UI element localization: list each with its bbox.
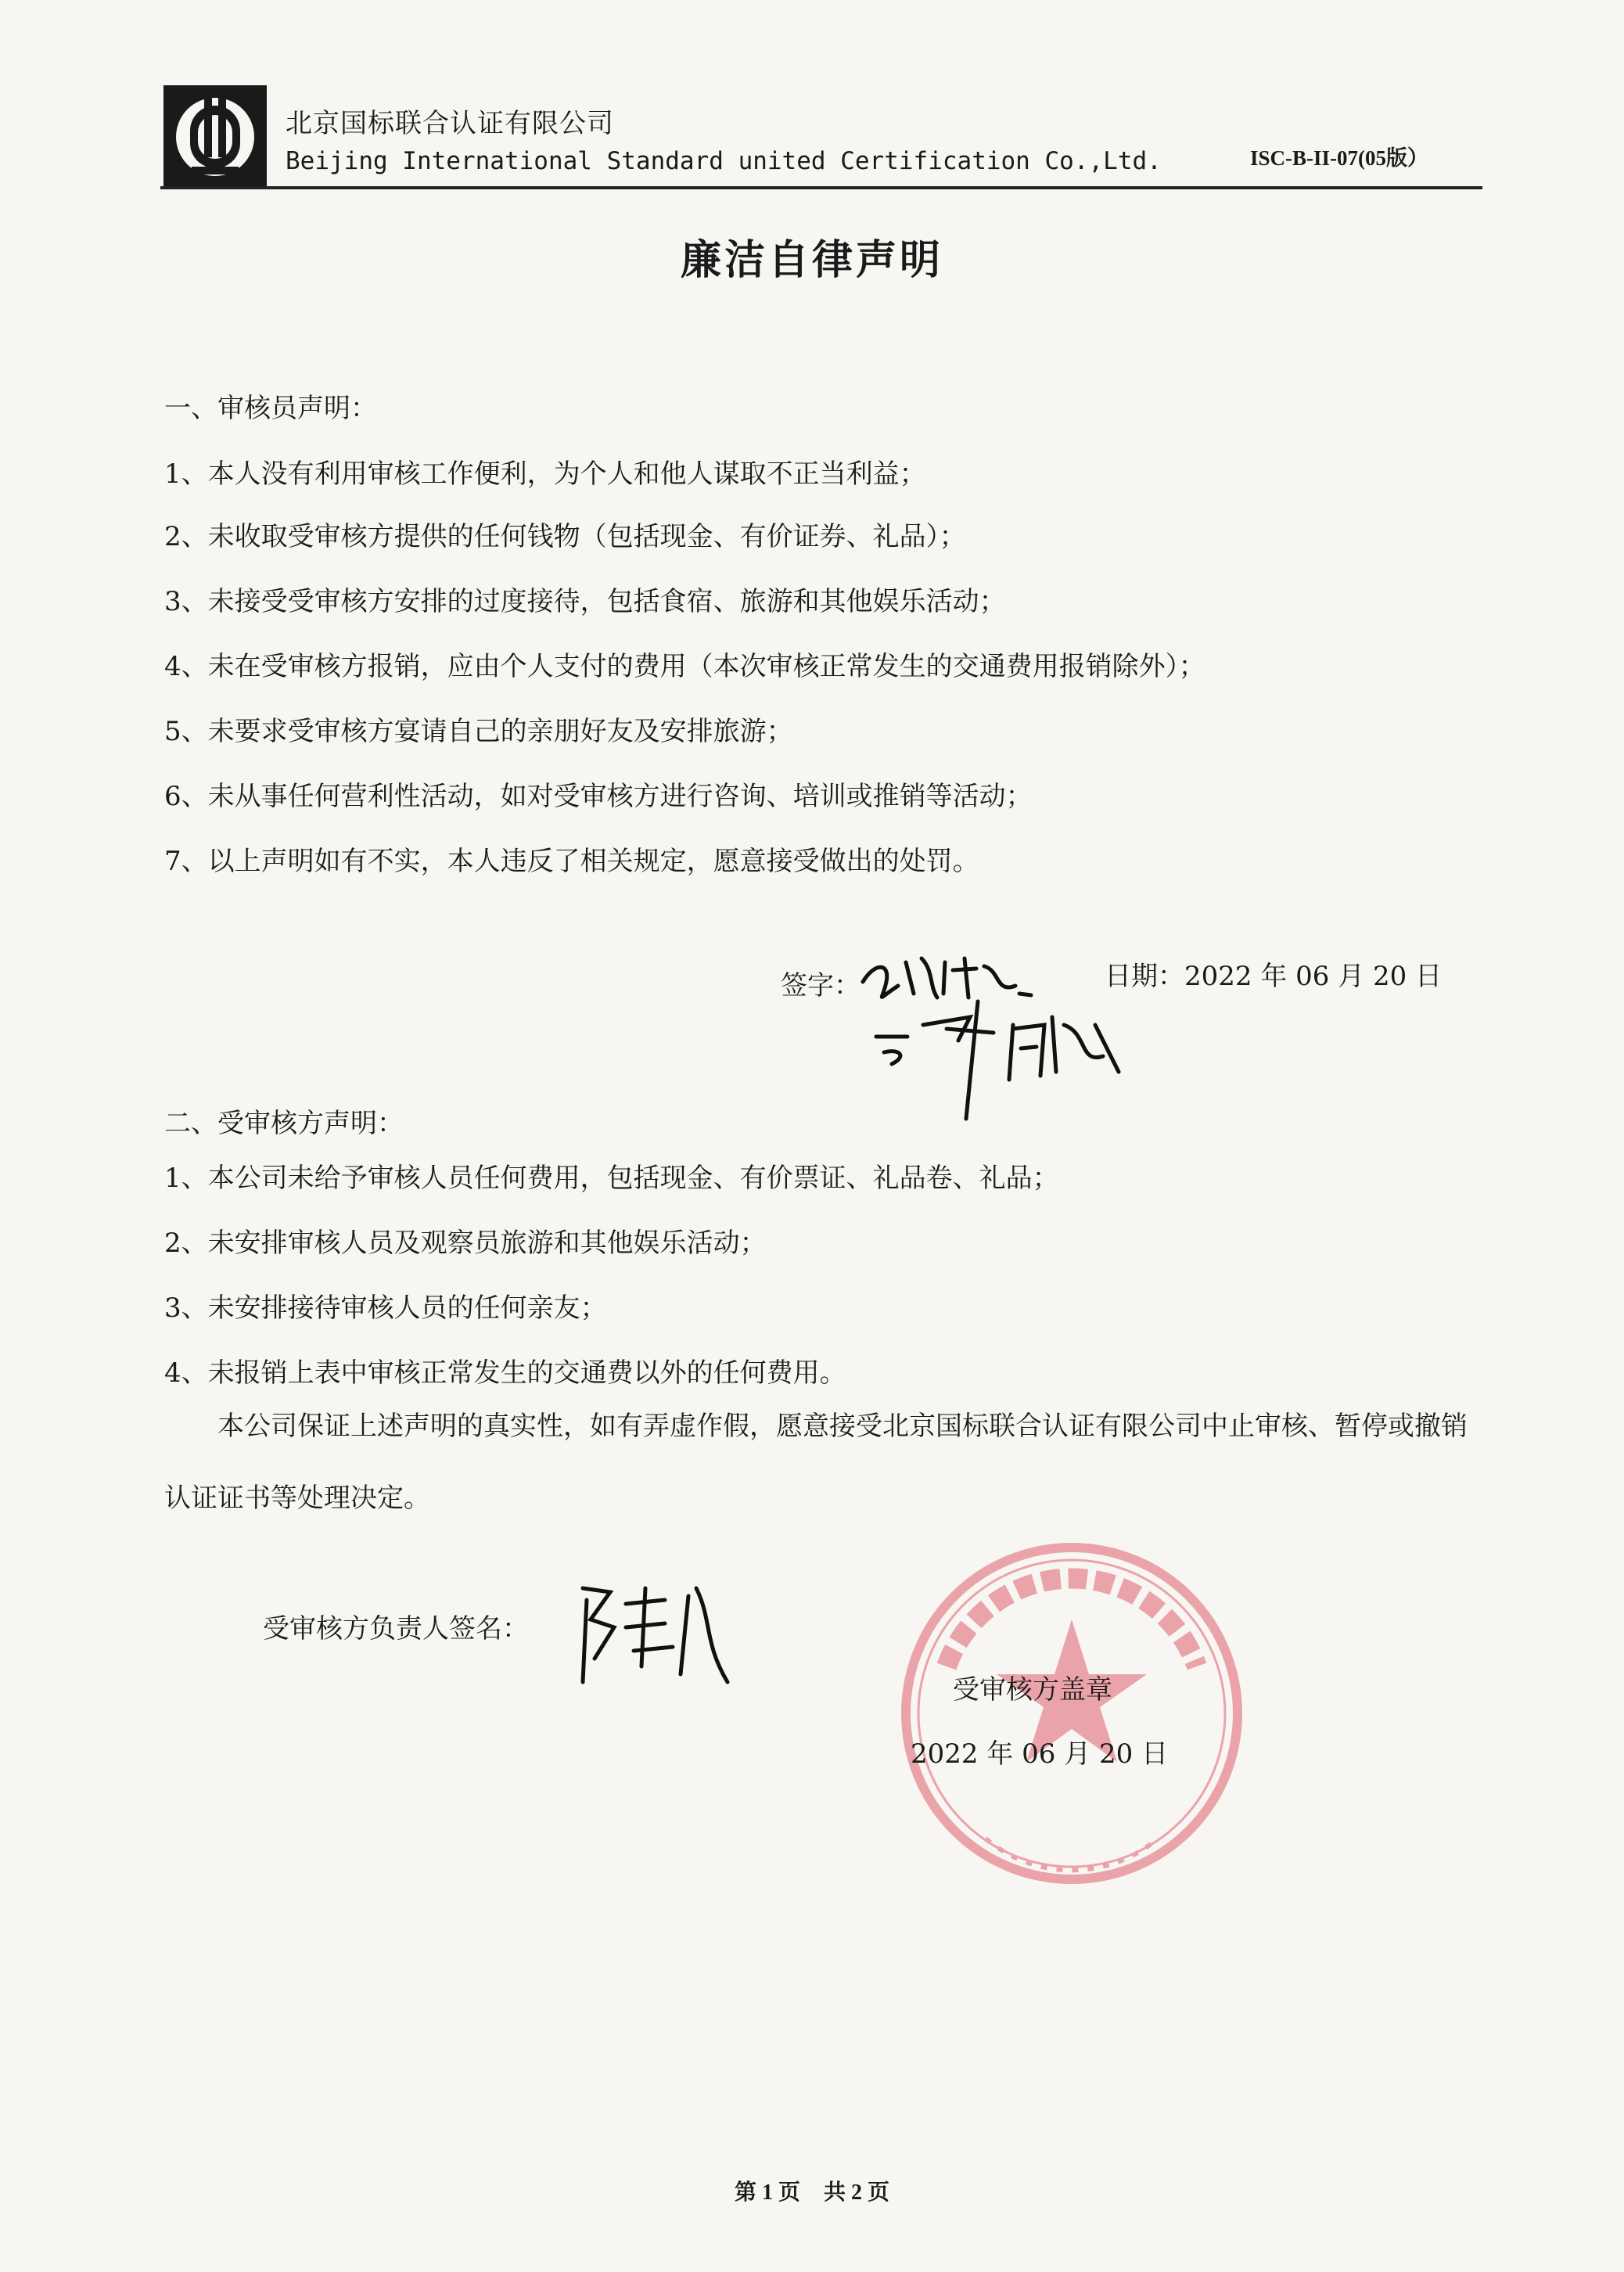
auditee-item: 1、本公司未给予审核人员任何费用，包括现金、有价票证、礼品卷、礼品； [164, 1163, 1059, 1194]
document-title: 廉洁自律声明 [680, 237, 943, 284]
auditor-item: 1、本人没有利用审核工作便利，为个人和他人谋取不正当利益； [164, 458, 926, 490]
guarantee-paragraph: 本公司保证上述声明的真实性，如有弄虚作假，愿意接受北京国标联合认证有限公司中止审核、暂停或撤销认证证书等处理决定。 [164, 1411, 1468, 1514]
auditor-item: 6、未从事任何营利性活动，如对受审核方进行咨询、培训或推销等活动； [164, 781, 1033, 812]
page-current: 第 1 页 [734, 2180, 800, 2205]
auditor-item: 7、以上声明如有不实，本人违反了相关规定，愿意接受做出的处罚。 [164, 846, 979, 877]
auditor-item: 5、未要求受审核方宴请自己的亲朋好友及安排旅游； [164, 716, 793, 747]
auditee-item: 3、未安排接待审核人员的任何亲友； [164, 1292, 607, 1324]
auditor-sign-label: 签字： [781, 970, 861, 1001]
company-logo-icon [160, 82, 270, 192]
page-total: 共 2 页 [824, 2180, 890, 2205]
auditor-item: 2、未收取受审核方提供的任何钱物（包括现金、有价证券、礼品）； [164, 521, 966, 552]
auditee-item: 4、未报销上表中审核正常发生的交通费以外的任何费用。 [164, 1357, 846, 1389]
seal-date: 2022 年 06 月 20 日 [911, 1738, 1169, 1770]
responsible-signature [571, 1573, 743, 1690]
seal-label: 受审核方盖章 [953, 1674, 1112, 1706]
company-name-en: Beijing International Standard united Certification Co.,Ltd. [286, 147, 1162, 175]
auditor-item: 4、未在受审核方报销，应由个人支付的费用（本次审核正常发生的交通费用报销除外）； [164, 651, 1205, 682]
auditor-date: 日期：2022 年 06 月 20 日 [1105, 961, 1443, 992]
company-seal-icon [892, 1533, 1252, 1893]
page-number [0, 2175, 1624, 2206]
auditor-section-heading: 一、审核员声明： [164, 393, 377, 424]
responsible-sign-label: 受审核方负责人签名： [263, 1613, 529, 1645]
company-name-cn: 北京国标联合认证有限公司 [286, 108, 614, 139]
auditor-item: 3、未接受受审核方安排的过度接待，包括食宿、旅游和其他娱乐活动； [164, 586, 1006, 617]
auditee-section-heading: 二、受审核方声明： [164, 1108, 404, 1139]
header-divider [160, 186, 1482, 189]
auditor-signature-2 [868, 994, 1134, 1134]
form-code: ISC-B-II-07(05版） [1250, 146, 1429, 170]
auditee-item: 2、未安排审核人员及观察员旅游和其他娱乐活动； [164, 1228, 767, 1259]
